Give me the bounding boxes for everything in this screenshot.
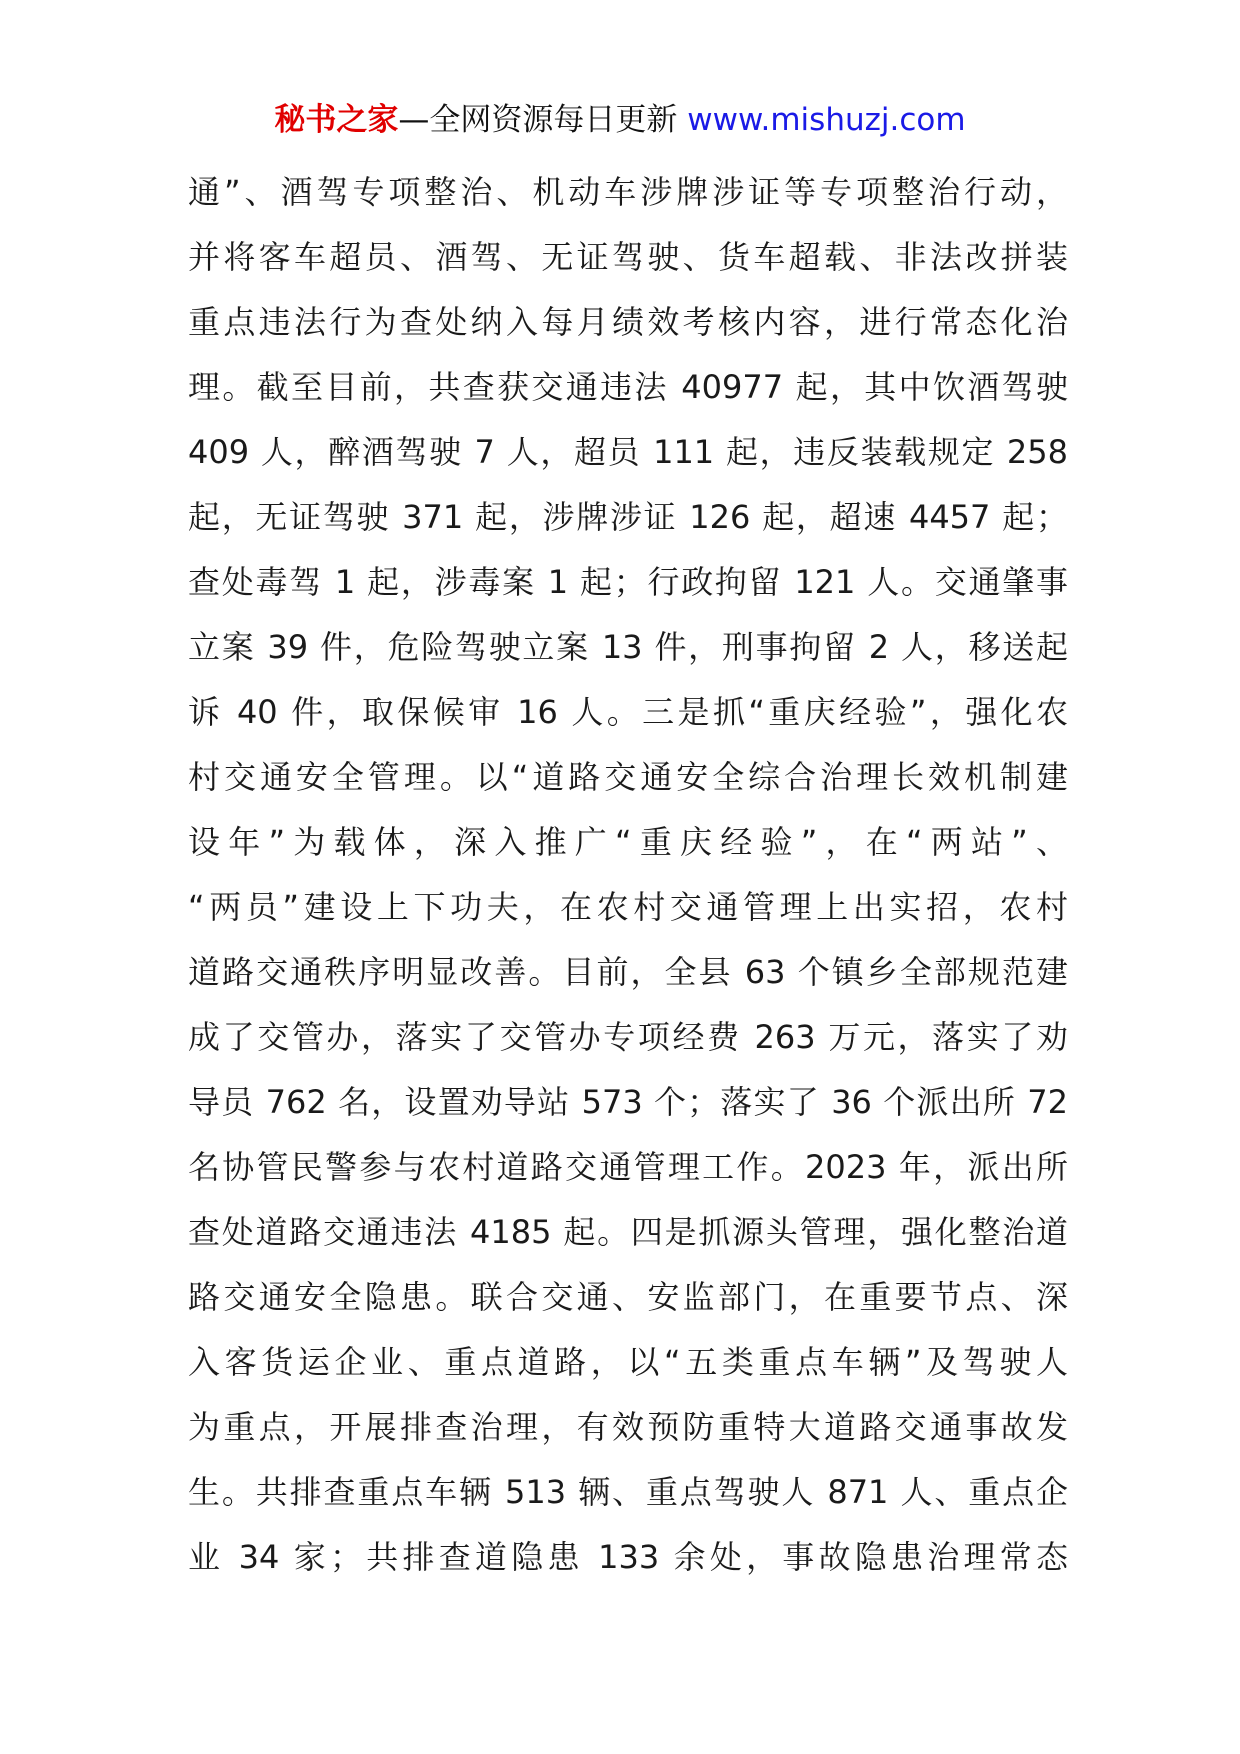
brand-name: 秘书之家 bbox=[274, 102, 399, 138]
text-line: 立案 39 件，危险驾驶立案 13 件，刑事拘留 2 人，移送起 bbox=[188, 628, 1068, 666]
document-body bbox=[188, 160, 1068, 1590]
text-line: 诉 40 件，取保候审 16 人。三是抓“重庆经验”，强化农 bbox=[188, 693, 1068, 731]
text-line: 名协管民警参与农村道路交通管理工作。2023 年，派出所 bbox=[188, 1148, 1068, 1186]
page-header bbox=[0, 100, 1240, 140]
text-line: 通”、酒驾专项整治、机动车涉牌涉证等专项整治行动， bbox=[188, 173, 1068, 211]
text-line: 查处毒驾 1 起，涉毒案 1 起；行政拘留 121 人。交通肇事 bbox=[188, 563, 1068, 601]
text-line: 业 34 家；共排查道隐患 133 余处，事故隐患治理常态 bbox=[188, 1538, 1068, 1576]
text-line: “两员”建设上下功夫，在农村交通管理上出实招，农村 bbox=[188, 888, 1068, 926]
text-line: 重点违法行为查处纳入每月绩效考核内容，进行常态化治 bbox=[188, 303, 1068, 341]
text-line: 成了交管办，落实了交管办专项经费 263 万元，落实了劝 bbox=[188, 1018, 1068, 1056]
text-line: 导员 762 名，设置劝导站 573 个；落实了 36 个派出所 72 bbox=[188, 1083, 1068, 1121]
text-line: 村交通安全管理。以“道路交通安全综合治理长效机制建 bbox=[188, 758, 1068, 796]
text-line: 查处道路交通违法 4185 起。四是抓源头管理，强化整治道 bbox=[188, 1213, 1068, 1251]
text-line: 409 人，醉酒驾驶 7 人，超员 111 起，违反装载规定 258 bbox=[188, 433, 1068, 471]
text-line: 起，无证驾驶 371 起，涉牌涉证 126 起，超速 4457 起； bbox=[188, 498, 1068, 536]
text-line: 理。截至目前，共查获交通违法 40977 起，其中饮酒驾驶 bbox=[188, 368, 1068, 406]
text-line: 入客货运企业、重点道路，以“五类重点车辆”及驾驶人 bbox=[188, 1343, 1068, 1381]
text-line: 设年”为载体，深入推广“重庆经验”，在“两站”、 bbox=[188, 823, 1068, 861]
text-line: 并将客车超员、酒驾、无证驾驶、货车超载、非法改拼装 bbox=[188, 238, 1068, 276]
text-line: 生。共排查重点车辆 513 辆、重点驾驶人 871 人、重点企 bbox=[188, 1473, 1068, 1511]
header-tagline: —全网资源每日更新 bbox=[398, 102, 678, 138]
text-line: 路交通安全隐患。联合交通、安监部门，在重要节点、深 bbox=[188, 1278, 1068, 1316]
site-url-link[interactable]: www.mishuzj.com bbox=[687, 102, 966, 138]
text-line: 为重点，开展排查治理，有效预防重特大道路交通事故发 bbox=[188, 1408, 1068, 1446]
text-line: 道路交通秩序明显改善。目前，全县 63 个镇乡全部规范建 bbox=[188, 953, 1068, 991]
